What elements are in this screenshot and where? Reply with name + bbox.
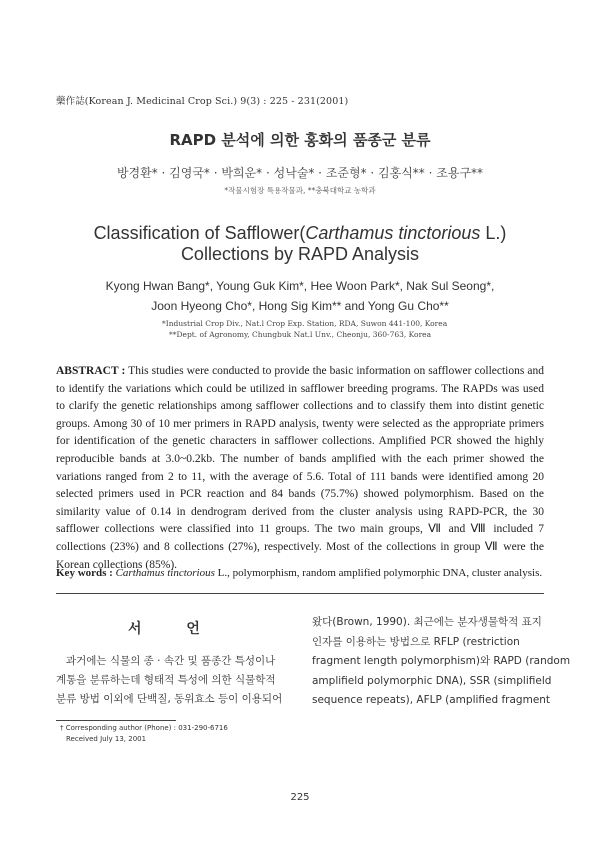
intro-left-line: 계통을 분류하는데 형태적 특성에 의한 식물학적 [56,674,276,686]
korean-title: RAPD 분석에 의한 홍화의 품종군 분류 [169,131,431,149]
korean-authors: 방경환* · 김영국* · 박희운* · 성낙술* · 조준형* · 김홍식** · 조용구** [116,166,484,180]
english-affiliation-line1: *Industrial Crop Div., Nat.l Crop Exp. Station, RDA, Suwon 441-100, Korea [162,319,448,328]
keywords-list: L., polymorphism, random amplified polymorphic DNA, cluster analysis. [214,567,543,579]
abstract-label: ABSTRACT : [56,365,126,377]
corresponding-author: † Corresponding author (Phone) : 031-290-6716 [60,724,228,732]
intro-right-line: sequence repeats), AFLP (amplified fragment [312,694,551,706]
section-heading: 서 언 [128,621,220,637]
english-title-suffix: L.) [480,223,507,243]
keywords [56,567,556,579]
intro-right-column [312,613,571,711]
intro-left-column [56,652,292,709]
english-title-line1 [0,223,600,244]
abstract-text: This studies were conducted to provide the basic information on safflower collections and to identify the variations which could be utilized in safflower breeding programs. The RAPDs was used to clarify the genetic relationships among safflower collections and to classify them into distint genetic groups. Among 30 of 10 mer primers in RAPD analysis, twenty were selected as the appropriate primers for identification of the genetic characters in safflower collections. Amplified PCR showed the highly reproducible bands at 3.0~0.2kb. The number of bands amplified with the each primer showed the variations ranged from 2 to 11, with the average of 5.6. Total of 111 bands were identified among 20 selected primers used in PCR reaction and 84 bands (75.7%) showed polymorphism. Based on the similarity value of 0.14 in dendrogram derived from the cluster analysis using RAPD-PCR, the 30 safflower collections were classified into 11 groups. The two main groups, Ⅶ and Ⅷ included 7 collections (23%) and 8 collections (27%), respectively. Most of the collections in group Ⅶ were the Korean collections (85%). [56,365,545,571]
page-number: 225 [290,792,310,803]
english-authors [0,276,600,316]
footnote [60,723,228,745]
english-authors-line2: Joon Hyeong Cho*, Hong Sig Kim** and Yong Gu Cho** [151,299,449,313]
footnote-divider [56,720,176,721]
english-title [0,223,600,265]
received-date: Received July 13, 2001 [66,735,147,743]
english-affiliation [162,318,447,340]
intro-right-line: 왔다(Brown, 1990). 최근에는 분자생물학적 표지 [312,616,542,628]
english-authors-line1: Kyong Hwan Bang*, Young Guk Kim*, Hee Woon Park*, Nak Sul Seong*, [105,279,495,293]
korean-affiliation: *작물시험장 특용작물과, **충북대학교 농학과 [224,186,376,195]
english-title-prefix: Classification of Safflower( [93,223,306,243]
section-divider [56,593,544,594]
abstract [56,363,544,574]
english-title-species: Carthamus tinctorious [305,223,481,243]
intro-right-line: amplifield polymorphic DNA), SSR (simplifield [312,674,552,687]
intro-right-line: fragment length polymorphism)와 RAPD (random [312,655,571,667]
keywords-species: Carthamus tinctorious [115,567,215,579]
journal-header: 藥作誌(Korean J. Medicinal Crop Sci.) 9(3) : 225 - 231(2001) [56,96,349,107]
intro-right-line: 인자를 이용하는 방법으로 RFLP (restriction [312,635,520,648]
english-affiliation-line2: **Dept. of Agronomy, Chungbuk Nat.l Unv., Cheonju, 360-763, Korea [169,330,432,339]
english-title-line2: Collections by RAPD Analysis [180,244,420,264]
intro-left-line: 분류 방법 이외에 단백질, 동위효소 등이 이용되어 [56,693,283,705]
intro-left-line: 과거에는 식물의 종 · 속간 및 품종간 특성이나 [66,655,276,667]
keywords-label: Key words : [56,567,113,579]
